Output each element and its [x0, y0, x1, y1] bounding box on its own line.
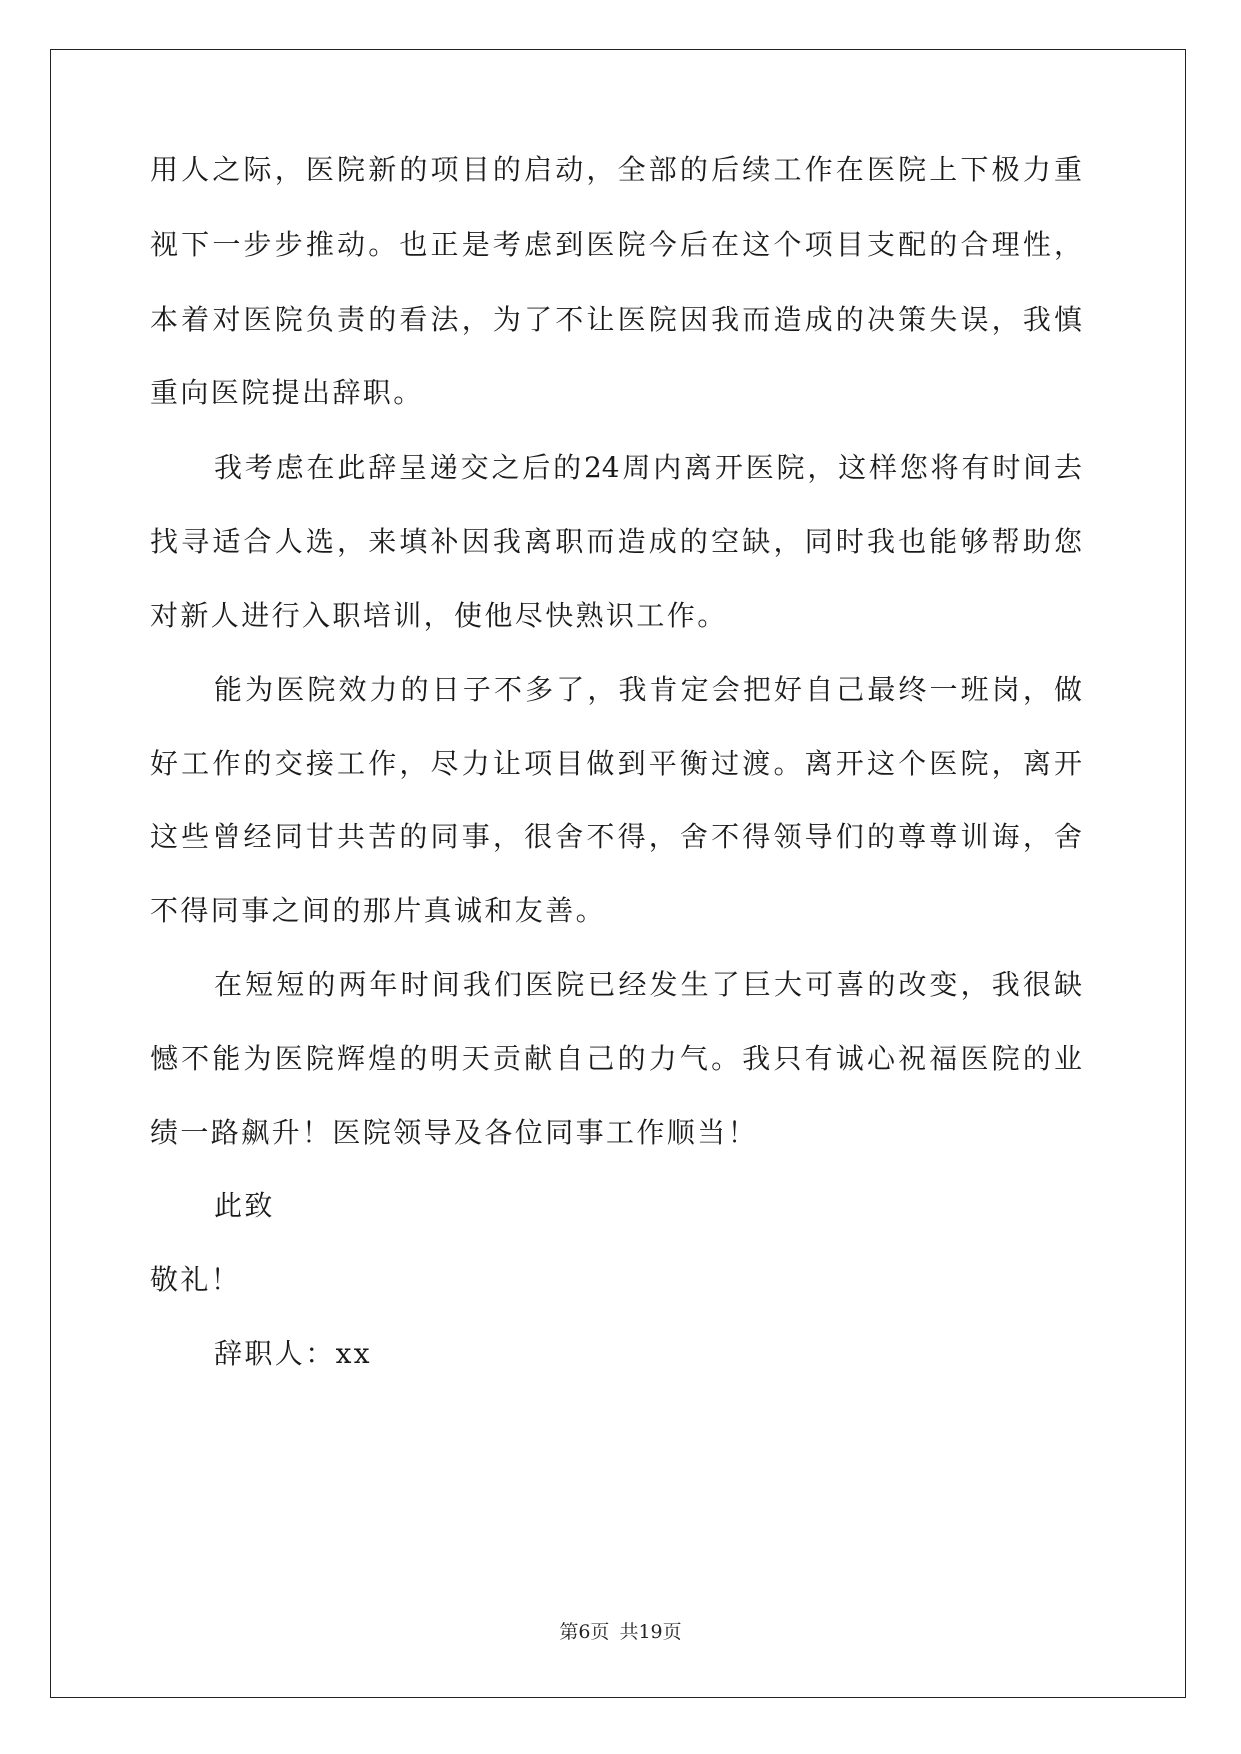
closing-salutation: 此致: [214, 1189, 275, 1222]
body-line-14: 绩一路飙升！医院领导及各位同事工作顺当！: [150, 1116, 759, 1149]
body-line-3: 本着对医院负责的看法，为了不让医院因我而造成的决策失误，我慎: [150, 303, 1082, 336]
body-line-11: 不得同事之间的那片真诚和友善。: [150, 894, 607, 927]
body-line-9: 好工作的交接工作，尽力让项目做到平衡过渡。离开这个医院，离开: [150, 747, 1082, 780]
body-line-1: 用人之际，医院新的项目的启动，全部的后续工作在医院上下极力重: [150, 153, 1082, 186]
body-line-4: 重向医院提出辞职。: [150, 376, 424, 409]
body-line-5: 我考虑在此辞呈递交之后的24周内离开医院，这样您将有时间去: [214, 451, 1082, 484]
page-footer: [0, 1620, 1241, 1644]
body-line-12: 在短短的两年时间我们医院已经发生了巨大可喜的改变，我很缺: [214, 968, 1082, 1001]
page-total: 共19页: [619, 1621, 682, 1643]
signature-line: 辞职人：xx: [214, 1337, 372, 1370]
closing-respect: 敬礼！: [150, 1263, 242, 1296]
page-number: 第6页: [559, 1621, 610, 1643]
body-line-13: 憾不能为医院辉煌的明天贡献自己的力气。我只有诚心祝福医院的业: [150, 1042, 1082, 1075]
body-line-2: 视下一步步推动。也正是考虑到医院今后在这个项目支配的合理性，: [150, 228, 1082, 261]
body-line-8: 能为医院效力的日子不多了，我肯定会把好自己最终一班岗，做: [214, 673, 1082, 706]
body-line-7: 对新人进行入职培训，使他尽快熟识工作。: [150, 599, 728, 632]
body-line-6: 找寻适合人选，来填补因我离职而造成的空缺，同时我也能够帮助您: [150, 525, 1082, 558]
body-line-10: 这些曾经同甘共苦的同事，很舍不得，舍不得领导们的尊尊训诲，舍: [150, 820, 1082, 853]
page-border: [50, 49, 1186, 1698]
